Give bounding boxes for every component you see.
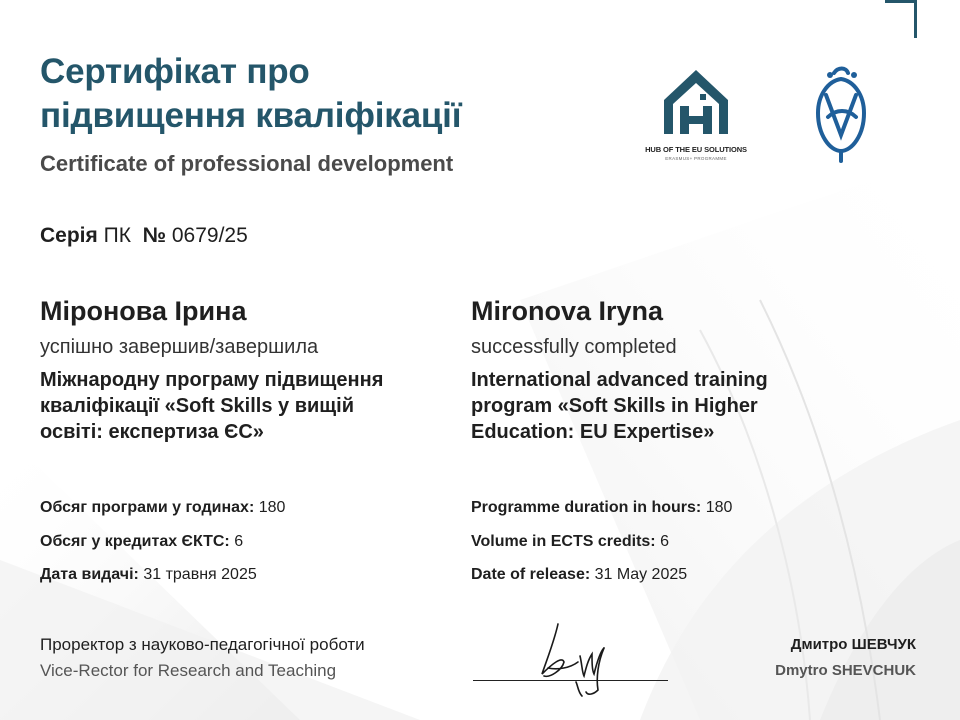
signer-name: [775, 632, 916, 684]
fact-label: Programme duration in hours:: [471, 499, 702, 516]
certificate-number: 0679/25: [171, 224, 248, 247]
signer-name-en: Dmytro SHEVCHUK: [775, 662, 916, 679]
series-label: Серія: [40, 224, 98, 247]
position-en: Vice-Rector for Research and Teaching: [40, 661, 337, 680]
hub-logo-name: HUB OF THE EU SOLUTIONS: [645, 145, 747, 154]
fact-credits-en: [471, 532, 891, 566]
handwritten-signature: [528, 612, 628, 702]
fact-value: 31 May 2025: [594, 566, 688, 583]
fact-value: 6: [660, 532, 669, 550]
recipient-name-ua: Міронова Ірина: [40, 296, 247, 326]
hub-logo-subtitle: ERASMUS+ PROGRAMME: [665, 156, 727, 161]
english-column: [471, 293, 891, 445]
title-line-1: Сертифікат про: [40, 52, 310, 91]
fact-value: 6: [234, 532, 244, 550]
completion-text-en: successfully completed: [471, 336, 677, 358]
fact-label: Дата видачі:: [40, 566, 139, 583]
signer-name-ua: Дмитро ШЕВЧУК: [790, 636, 916, 653]
series-number: [40, 224, 248, 248]
fact-date-en: [471, 565, 891, 599]
title-line-2: підвищення кваліфікації: [40, 96, 462, 135]
facts-list-ua: [40, 498, 460, 599]
signatory-position: [40, 632, 365, 684]
fact-hours-ua: [40, 498, 460, 532]
fact-label: Date of release:: [471, 566, 591, 583]
fact-label: Volume in ECTS credits:: [471, 532, 656, 550]
ukrainian-column: [40, 293, 460, 445]
fact-value: 180: [258, 499, 286, 516]
certificate-title: [40, 50, 461, 138]
fact-value: 180: [705, 499, 733, 516]
position-ua: Проректор з науково-педагогічної роботи: [40, 635, 365, 654]
fact-label: Обсяг програми у годинах:: [40, 499, 255, 516]
fact-hours-en: [471, 498, 891, 532]
program-title-en: International advanced training program «Soft Skills in Higher Education: EU Expertise»: [471, 369, 768, 443]
fact-credits-ua: [40, 532, 460, 566]
program-title-ua: Міжнародну програму підвищення кваліфікації «Soft Skills у вищій освіті: експертиза ЄС»: [40, 369, 384, 443]
fact-date-ua: [40, 565, 460, 599]
series-code: ПК: [103, 224, 131, 247]
university-monogram-icon: [808, 65, 874, 163]
recipient-name-en: Mironova Iryna: [471, 296, 664, 326]
fact-value: 31 травня 2025: [143, 566, 257, 583]
corner-bracket-decoration: [885, 0, 917, 38]
number-label: №: [142, 224, 167, 247]
facts-list-en: [471, 498, 891, 599]
certificate-title-english: Certificate of professional development: [40, 151, 454, 176]
fact-label: Обсяг у кредитах ЄКТС:: [40, 532, 230, 550]
completion-text-ua: успішно завершив/завершила: [40, 336, 319, 358]
